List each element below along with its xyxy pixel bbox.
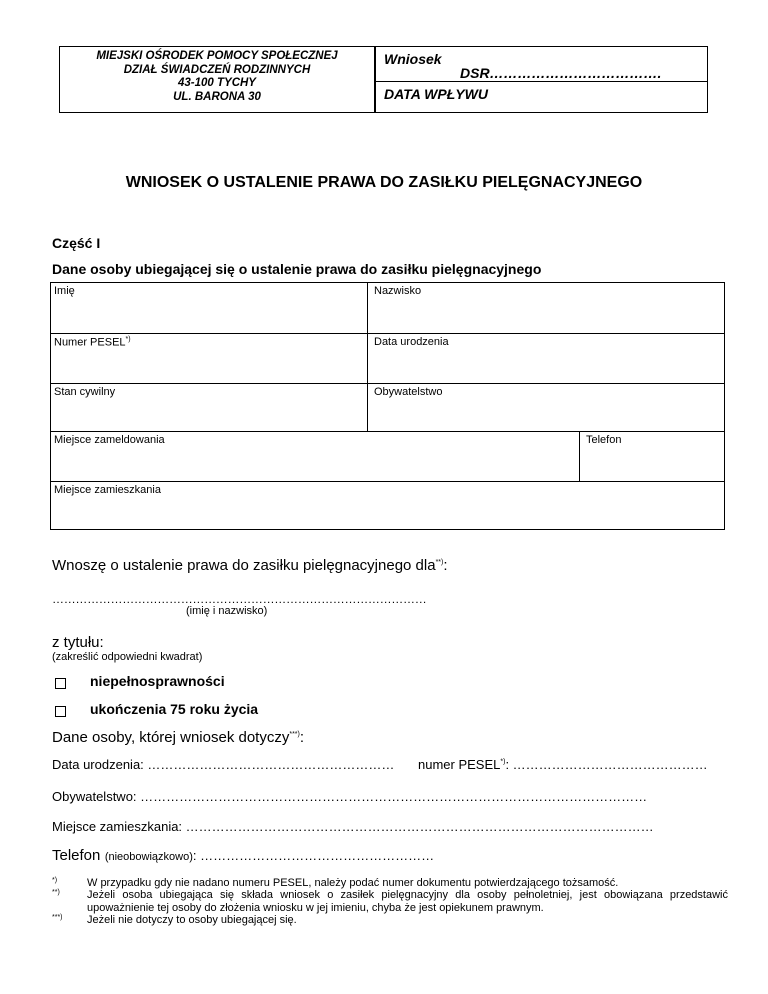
- pesel-dots: : ………………………………………: [505, 757, 708, 772]
- pesel-label: numer PESEL: [418, 757, 501, 772]
- registration-top: [376, 47, 707, 82]
- footnote: [52, 914, 728, 926]
- field-miejsce-zamieszkania[interactable]: Miejsce zamieszkania: [54, 484, 161, 496]
- field-miejsce-zameldowania[interactable]: Miejsce zameldowania: [54, 434, 165, 446]
- wniosek-label: Wniosek: [384, 51, 442, 67]
- institution-box: [59, 46, 375, 113]
- field-obywatelstwo[interactable]: Obywatelstwo: [374, 386, 443, 398]
- footnote-text: Jeżeli osoba ubiegająca się składa wniosek o zasiłek pielęgnacyjny dla osoby pełnoletniej, jest obowiązana przedstawić upoważnienie tej osoby do złożenia wniosku w jej imieniu, chyba że jest opiekunem prawnym.: [87, 889, 728, 914]
- section-title: Dane osoby ubiegającej się o ustalenie prawa do zasiłku pielęgnacyjnego: [52, 261, 542, 277]
- request-line: [52, 557, 448, 574]
- field-imie[interactable]: Imię: [54, 285, 75, 297]
- footnote-mark: ***): [52, 913, 63, 921]
- person-heading-colon: :: [299, 729, 305, 746]
- footnote-ref: **): [435, 559, 444, 566]
- phone-dots: : ………………………………………………: [192, 848, 435, 863]
- divider: [51, 333, 724, 334]
- institution-line: DZIAŁ ŚWIADCZEŃ RODZINNYCH: [123, 63, 311, 76]
- divider: [579, 431, 580, 481]
- person-heading-text: Dane osoby, której wniosek dotyczy: [52, 729, 290, 746]
- institution-line: 43-100 TYCHY: [178, 77, 256, 90]
- field-pesel-label: Numer PESEL: [54, 336, 126, 349]
- dsr-field[interactable]: DSR……………………………….: [460, 65, 662, 81]
- data-wplywu-label: DATA WPŁYWU: [384, 86, 488, 102]
- footnote: [52, 889, 728, 914]
- option-disability[interactable]: [55, 673, 225, 694]
- footnotes: [52, 877, 728, 926]
- applicant-form-table: [50, 282, 725, 530]
- page-title: WNIOSEK O USTALENIE PRAWA DO ZASIŁKU PIELĘGNACYJNEGO: [125, 174, 643, 191]
- request-text: Wnoszę o ustalenie prawa do zasiłku pielęgnacyjnego dla: [52, 557, 436, 574]
- field-nazwisko[interactable]: Nazwisko: [374, 285, 422, 297]
- request-colon: :: [443, 557, 448, 574]
- part-label: Część I: [52, 235, 101, 251]
- footnote-ref: ***): [289, 731, 300, 738]
- checkbox-icon[interactable]: [55, 678, 66, 689]
- name-hint: (imię i nazwisko): [186, 605, 268, 617]
- footnote-mark: *): [52, 877, 58, 884]
- footnote-text: Jeżeli nie dotyczy to osoby ubiegającej się.: [87, 913, 297, 926]
- phone-hint: (nieobowiązkowo): [104, 851, 193, 863]
- z-tytulu-label: z tytułu:: [52, 634, 104, 651]
- citizenship-field[interactable]: Obywatelstwo: ………………………………………………………………………………………………………: [52, 789, 648, 804]
- divider: [51, 383, 724, 384]
- checkbox-icon[interactable]: [55, 706, 66, 717]
- footnote-text: W przypadku gdy nie nadano numeru PESEL, należy podać numer dokumentu potwierdzającego tożsamość.: [87, 877, 619, 889]
- phone-field[interactable]: [52, 847, 434, 865]
- pesel-field[interactable]: [418, 757, 708, 772]
- field-data-urodzenia[interactable]: Data urodzenia: [374, 336, 449, 348]
- institution-line: MIEJSKI OŚRODEK POMOCY SPOŁECZNEJ: [96, 50, 338, 62]
- phone-label: Telefon: [52, 847, 101, 864]
- footnote: [52, 877, 728, 889]
- field-stan-cywilny[interactable]: Stan cywilny: [54, 386, 116, 398]
- footnote-mark: **): [52, 889, 60, 897]
- divider: [51, 481, 724, 482]
- footnote-ref: *): [500, 758, 506, 766]
- option-age-75[interactable]: [55, 701, 259, 722]
- field-pesel[interactable]: [54, 336, 131, 349]
- residence-field[interactable]: Miejsce zamieszkania: ………………………………………………………………………………………………: [52, 819, 654, 834]
- option-label: niepełnosprawności: [90, 673, 225, 689]
- divider: [51, 431, 724, 432]
- option-label: ukończenia 75 roku życia: [90, 701, 259, 717]
- person-heading: [52, 729, 304, 746]
- birth-date-field[interactable]: Data urodzenia: …………………………………………………: [52, 757, 395, 772]
- field-telefon[interactable]: Telefon: [586, 434, 622, 446]
- beneficiary-name-field[interactable]: ……………………………………………………………………………………: [52, 592, 427, 606]
- registration-box: [375, 46, 708, 113]
- checkbox-hint: (zakreślić odpowiedni kwadrat): [52, 651, 203, 663]
- footnote-ref: *): [125, 336, 131, 343]
- divider: [367, 283, 368, 431]
- institution-line: UL. BARONA 30: [173, 90, 261, 103]
